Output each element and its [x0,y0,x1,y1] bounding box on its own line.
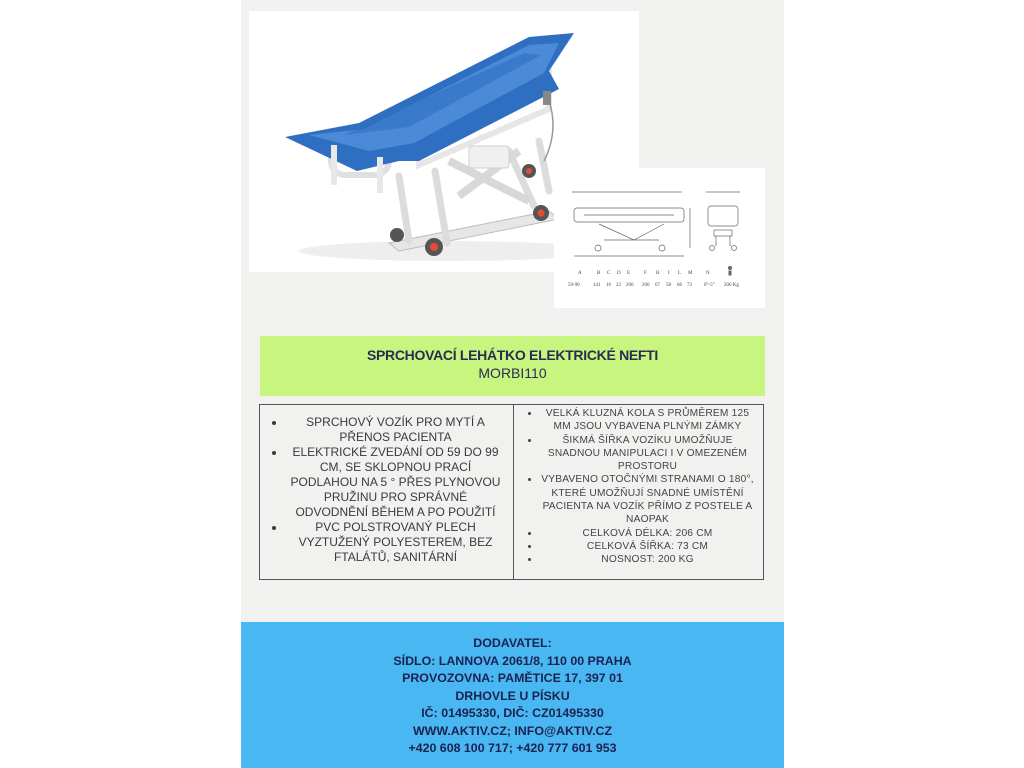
dim-value: 200 [642,283,650,288]
front-view [706,192,740,251]
dim-value: 16 [606,283,611,288]
dim-weight: 200 Kg [724,283,739,288]
feature-item: • PVC POLSTROVANÝ PLECH VYZTUŽENÝ POLYESTEREM, BEZ FTALÁTŮ, SANITÁRNÍ [286,520,505,565]
features-left-column [260,405,514,579]
product-sheet [241,0,784,768]
supplier-ids: IČ: 01495330, DIČ: CZ01495330 [421,706,604,720]
supplier-branch-town: DRHOVLE U PÍSKU [455,688,570,703]
side-view [572,192,690,256]
dim-value: 141 [593,283,601,288]
features-table [259,404,764,580]
dimension-diagram [554,168,765,308]
dim-value: 206 [626,283,634,288]
product-code: MORBI110 [478,365,547,381]
dim-letter: N [706,271,710,276]
feature-item: • CELKOVÁ ŠÍŘKA: 73 CM [540,540,755,553]
title-band [260,336,765,396]
dim-value: 22 [616,283,621,288]
feature-item: • VELKÁ KLUZNÁ KOLA S PRŮMĚREM 125 MM JSOU VYBAVENA PLNÝMI ZÁMKY [540,407,755,434]
dim-letter: L [678,271,682,276]
supplier-heading: DODAVATEL: [473,636,552,650]
dim-letter: I [668,271,670,276]
dim-value: 0°-5° [704,283,715,288]
supplier-address: SÍDLO: LANNOVA 2061/8, 110 00 PRAHA [393,653,632,668]
dim-value: 67 [655,283,660,288]
feature-item: • VYBAVENO OTOČNÝMI STRANAMI O 180°, KTERÉ UMOŽŇUJÍ SNADNÉ UMÍSTĚNÍ PACIENTA NA VOZÍK PŘÍMO Z POSTELE A NAOPAK [540,473,755,526]
dim-value: 66 [677,283,682,288]
supplier-branch: PROVOZOVNA: PAMĚTICE 17, 397 01 [402,671,623,685]
dimension-table [568,271,739,288]
product-title: SPRCHOVACÍ LEHÁTKO ELEKTRICKÉ NEFTI [366,347,659,363]
person-icon [728,266,732,276]
dim-letter: B [597,271,601,276]
supplier-web-email: WWW.AKTIV.CZ; INFO@AKTIV.CZ [412,723,613,738]
dim-value: 73 [687,283,692,288]
dim-letter: H [656,271,660,276]
dim-value: 58 [666,283,671,288]
dim-letter: C [607,271,611,276]
feature-item: • NOSNOST: 200 KG [540,553,755,566]
dim-letter: F [644,271,647,276]
feature-item: • ELEKTRICKÉ ZVEDÁNÍ OD 59 DO 99 CM, SE SKLOPNOU PRACÍ PODLAHOU NA 5 ° PŘES PLYNOVOU PRUŽINU PRO SPRÁVNÉ ODVODNĚNÍ BĚHEM A PO POUŽITÍ [286,445,505,520]
feature-item: • SPRCHOVÝ VOZÍK PRO MYTÍ A PŘENOS PACIENTA [286,415,505,445]
feature-item: • CELKOVÁ DÉLKA: 206 CM [540,527,755,540]
supplier-phones: +420 608 100 717; +420 777 601 953 [408,741,617,755]
feature-item: • ŠIKMÁ ŠÍŘKA VOZÍKU UMOŽŇUJE SNADNOU MANIPULACI I V OMEZENÉM PROSTORU [540,434,755,474]
dim-letter: D [617,271,621,276]
dim-value: 59-90 [568,283,580,288]
technical-drawing [554,168,765,308]
dim-letter: A [578,271,582,276]
features-right-column [514,405,763,579]
supplier-footer [241,622,784,768]
dim-letter: M [688,271,693,276]
dim-letter: E [627,271,631,276]
